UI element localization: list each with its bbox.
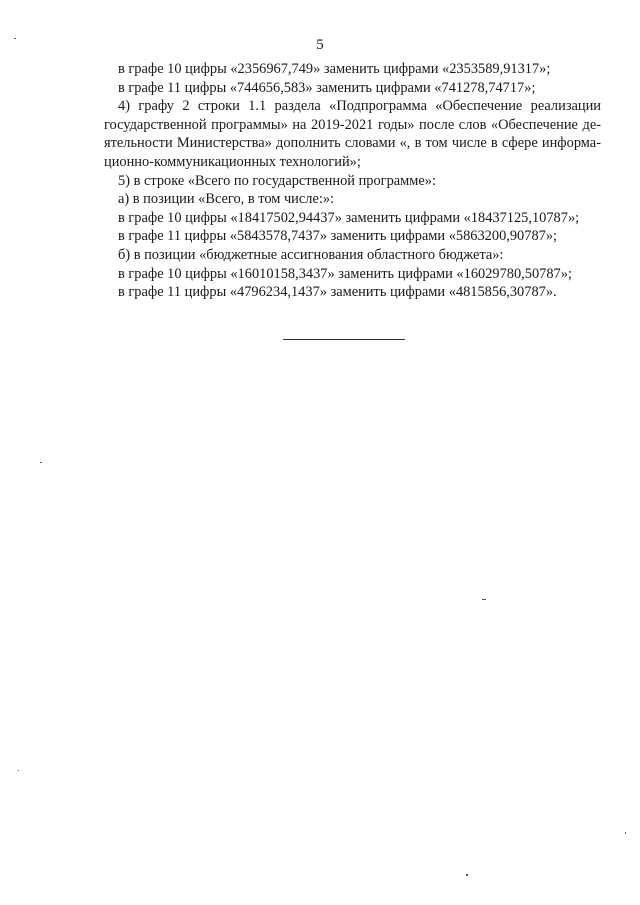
text-line: в графе 11 цифры «5843578,7437» заменить цифрами «5863200,90787»; [118, 228, 558, 245]
scan-speck [482, 599, 486, 600]
text-line: в графе 10 цифры «2356967,749» заменить цифрами «2353589,91317»; [118, 61, 551, 77]
text-line: 4) графу 2 строки 1.1 раздела «Подпрограмма «Обеспечение реализации [118, 98, 601, 115]
scan-speck [18, 770, 19, 771]
text-line: в графе 11 цифры «744656,583» заменить цифрами «741278,74717»; [118, 79, 536, 96]
text-line: в графе 10 цифры «16010158,3437» заменить цифрами «16029780,50787»; [118, 265, 572, 282]
text-line: а) в позиции «Всего, в том числе:»: [118, 191, 335, 208]
page-number: 5 [316, 37, 324, 53]
scan-speck [466, 874, 468, 876]
scan-speck [625, 832, 626, 834]
text-line: 5) в строке «Всего по государственной программе»: [118, 172, 436, 189]
text-line: в графе 10 цифры «18417502,94437» заменить цифрами «18437125,10787»; [118, 209, 580, 226]
text-line: государственной программы» на 2019-2021 годы» после слов «Обеспечение де- [104, 116, 601, 133]
separator-line [283, 339, 405, 340]
scan-speck [14, 38, 16, 39]
text-line: б) в позиции «бюджетные ассигнования областного бюджета»: [118, 246, 504, 263]
scan-speck [40, 462, 42, 463]
amendment-text [104, 60, 601, 302]
text-line: ционно-коммуникационных технологий»; [104, 153, 361, 170]
text-line: ятельности Министерства» дополнить словами «, в том числе в сфере информа- [104, 135, 601, 152]
text-line: в графе 11 цифры «4796234,1437» заменить цифрами «4815856,30787». [118, 284, 557, 301]
